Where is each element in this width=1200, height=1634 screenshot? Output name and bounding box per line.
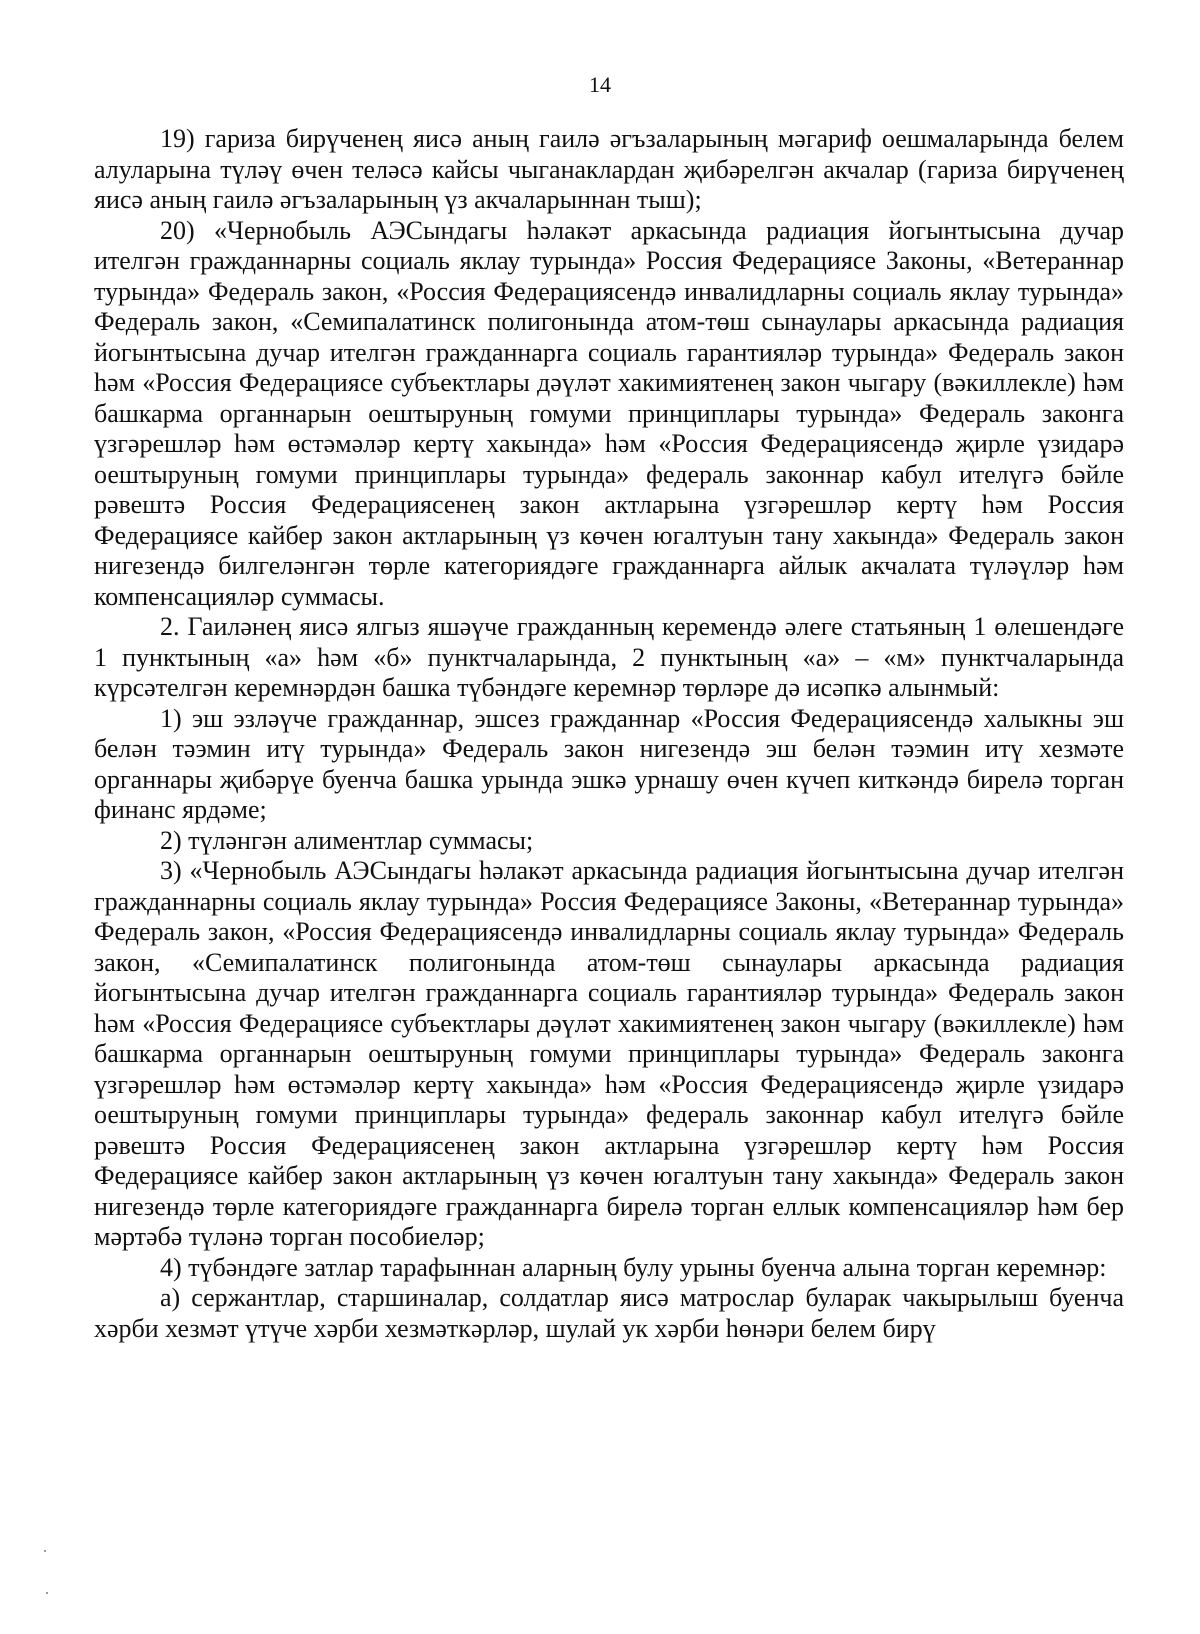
paragraph-subitem-4a: а) сержантлар, старшиналар, солдатлар яисә матрослар буларак чакырылыш буенча хәрби хезмәт үтүче хәрби хезмәткәрләр, шулай ук хәрби һөнәри белем бирү xyxy=(94,1283,1124,1343)
scan-speck xyxy=(46,1592,48,1594)
paragraph-item-19: 19) гариза бирүченең яисә аның гаилә әгъзаларының мәгариф оешмаларында белем алуларына түләү өчен теләсә кайсы чыганаклардан җибәрелгән акчалар (гариза бирүченең яисә аның гаилә әгъзаларының үз акчаларыннан тыш); xyxy=(94,124,1124,214)
paragraph-item-20: 20) «Чернобыль АЭСындагы һәлакәт аркасында радиация йогынтысына дучар ителгән гражданнарны социаль яклау турында» Россия Федерациясе Законы, «Ветераннар турында» Федераль закон, «Россия Федерациясендә инвалидларны социаль яклау турында» Федераль закон, «Семипалатинск полигонында атом-төш сынаулары аркасында радиация йогынтысына дучар ителгән гражданнарга социаль гарантияләр турында» Федераль закон һәм «Россия Федерациясе субъектлары дәүләт хакимиятенең закон чыгару (вәкиллекле) һәм башкарма органнарын оештыруның гомуми принциплары турында» Федераль законга үзгәрешләр һәм өстәмәләр кертү хакында» һәм «Россия Федерациясендә җирле үзидарә оештыруның гомуми принциплары турында» федераль законнар кабул ителүгә бәйле рәвештә Россия Федерациясенең закон актларына үзгәрешләр кертү һәм Россия Федерациясе кайбер закон актларының үз көчен югалтуын тану хакында» Федераль закон нигезендә билгеләнгән төрле категориядәге гражданнарга айлык акчалата түләүләр һәм компенсацияләр суммасы. xyxy=(94,215,1124,611)
page-number: 14 xyxy=(589,72,611,97)
body-text xyxy=(94,124,1124,1344)
paragraph-subitem-4: 4) түбәндәге затлар тарафыннан аларның булу урыны буенча алына торган керемнәр: xyxy=(160,1252,1107,1282)
paragraph-subitem-3: 3) «Чернобыль АЭСындагы һәлакәт аркасында радиация йогынтысына дучар ителгән гражданнарны социаль яклау турында» Россия Федерациясе Законы, «Ветераннар турында» Федераль закон, «Россия Федерациясендә инвалидларны социаль яклау турында» Федераль закон, «Семипалатинск полигонында атом-төш сынаулары аркасында радиация йогынтысына дучар ителгән гражданнарга социаль гарантияләр турында» Федераль закон һәм «Россия Федерациясе субъектлары дәүләт хакимиятенең закон чыгару (вәкиллекле) һәм башкарма органнарын оештыруның гомуми принциплары турында» Федераль законга үзгәрешләр һәм өстәмәләр кертү хакында» һәм «Россия Федерациясендә җирле үзидарә оештыруның гомуми принциплары турында» федераль законнар кабул ителүгә бәйле рәвештә Россия Федерациясенең закон актларына үзгәрешләр кертү һәм Россия Федерациясе кайбер закон актларының үз көчен югалтуын тану хакында» Федераль закон нигезендә төрле категориядәге гражданнарга бирелә торган еллык компенсацияләр һәм бер мәртәбә түләнә торган пособиеләр; xyxy=(94,856,1124,1251)
paragraph-subitem-1: 1) эш эзләүче гражданнар, эшсез гражданнар «Россия Федерациясендә халыкны эш белән тәэмин итү турында» Федераль закон нигезендә эш белән тәэмин итү хезмәте органнары җибәрүе буенча башка урында эшкә урнашу өчен күчеп киткәндә бирелә торган финанс ярдәме; xyxy=(94,703,1124,824)
paragraph-section-2: 2. Гаиләнең яисә ялгыз яшәүче гражданның керемендә әлеге статьяның 1 өлешендәге 1 пунктының «а» һәм «б» пунктчаларында, 2 пунктының «а» – «м» пунктчаларында күрсәтелгән керемнәрдән башка түбәндәге керемнәр төрләре дә исәпкә алынмый: xyxy=(94,612,1124,702)
paragraph-subitem-2: 2) түләнгән алиментлар суммасы; xyxy=(160,825,534,855)
scan-speck xyxy=(44,1550,46,1552)
